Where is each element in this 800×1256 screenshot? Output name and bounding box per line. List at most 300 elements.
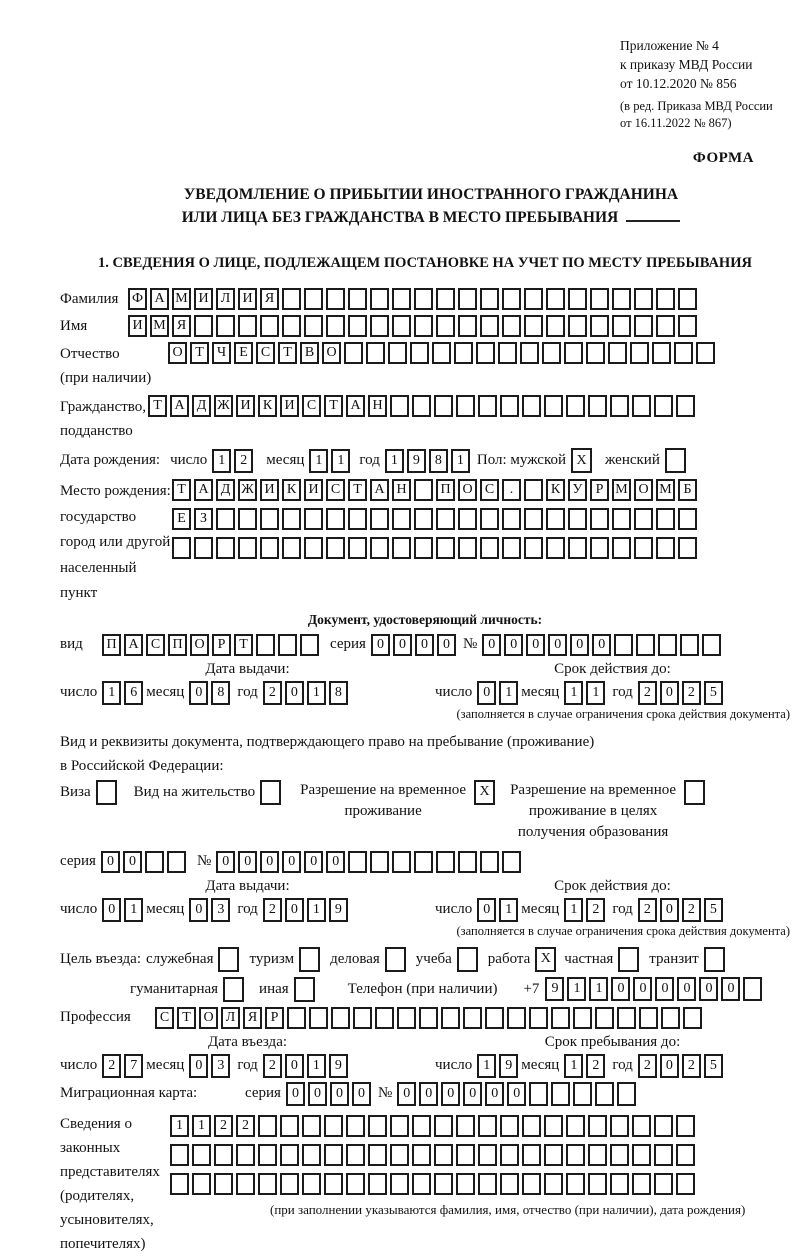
surname-label: Фамилия bbox=[60, 290, 119, 307]
char-cell bbox=[573, 1082, 592, 1106]
char-cell bbox=[676, 1115, 695, 1137]
char-cell: П bbox=[102, 634, 121, 656]
char-cell bbox=[412, 1144, 431, 1166]
entry-month bbox=[189, 1054, 233, 1078]
char-cell: 3 bbox=[211, 898, 230, 922]
char-cell: 0 bbox=[330, 1082, 349, 1106]
opt-tourism-checkbox bbox=[299, 947, 323, 972]
char-cell: О bbox=[168, 342, 187, 364]
char-cell: 2 bbox=[214, 1115, 233, 1137]
char-cell bbox=[170, 1173, 189, 1195]
char-cell bbox=[167, 851, 186, 873]
char-cell: 0 bbox=[285, 1054, 304, 1078]
char-cell: 0 bbox=[504, 634, 523, 656]
opt-business-label: служебная bbox=[145, 950, 214, 967]
char-cell bbox=[476, 342, 495, 364]
patronymic-cells bbox=[168, 342, 718, 364]
birth-place-row3-cells bbox=[172, 537, 700, 559]
char-cell bbox=[684, 780, 705, 805]
char-cell bbox=[278, 634, 297, 656]
id-doc-series-cells bbox=[371, 634, 459, 656]
char-cell bbox=[588, 1115, 607, 1137]
char-cell: Б bbox=[678, 479, 697, 501]
number-label: № bbox=[196, 853, 212, 869]
char-cell: П bbox=[436, 479, 455, 501]
char-cell bbox=[507, 1007, 526, 1029]
char-cell bbox=[674, 342, 693, 364]
appendix-line: к приказу МВД России bbox=[620, 57, 753, 72]
year-label: год bbox=[359, 452, 380, 468]
char-cell bbox=[683, 1007, 702, 1029]
char-cell bbox=[282, 288, 301, 310]
char-cell: 0 bbox=[677, 977, 696, 1001]
char-cell bbox=[573, 1007, 592, 1029]
char-cell bbox=[194, 537, 213, 559]
char-cell bbox=[458, 315, 477, 337]
char-cell: 0 bbox=[463, 1082, 482, 1106]
char-cell bbox=[414, 315, 433, 337]
birth-place-rows bbox=[172, 479, 700, 566]
char-cell bbox=[370, 288, 389, 310]
char-cell bbox=[478, 395, 497, 417]
char-cell: Т bbox=[148, 395, 167, 417]
char-cell bbox=[304, 315, 323, 337]
month-label: месяц bbox=[521, 1057, 560, 1073]
char-cell: М bbox=[172, 288, 191, 310]
visit-purpose-label: Цель въезда: bbox=[60, 950, 141, 967]
char-cell bbox=[412, 395, 431, 417]
profession-cells bbox=[155, 1007, 705, 1029]
char-cell bbox=[458, 508, 477, 530]
char-cell: 5 bbox=[704, 898, 723, 922]
opt-other-checkbox bbox=[294, 977, 318, 1002]
char-cell: С bbox=[302, 395, 321, 417]
char-cell: М bbox=[612, 479, 631, 501]
char-cell bbox=[436, 288, 455, 310]
opt-study-label: учеба bbox=[415, 950, 452, 967]
char-cell bbox=[634, 315, 653, 337]
char-cell: 0 bbox=[437, 634, 456, 656]
id-doc-valid-day bbox=[477, 681, 521, 705]
char-cell: У bbox=[568, 479, 587, 501]
char-cell: 5 bbox=[704, 681, 723, 705]
opt-study-checkbox bbox=[457, 947, 481, 972]
char-cell: 0 bbox=[660, 898, 679, 922]
char-cell: Н bbox=[368, 395, 387, 417]
day-label: число bbox=[435, 901, 473, 917]
char-cell: Д bbox=[192, 395, 211, 417]
month-label: месяц bbox=[146, 1057, 185, 1073]
char-cell bbox=[502, 508, 521, 530]
char-cell: 0 bbox=[326, 851, 345, 873]
char-cell bbox=[634, 288, 653, 310]
char-cell bbox=[456, 395, 475, 417]
char-cell: 1 bbox=[309, 449, 328, 473]
document-title bbox=[72, 183, 790, 229]
char-cell bbox=[258, 1173, 277, 1195]
char-cell: 0 bbox=[216, 851, 235, 873]
id-doc-type-cells bbox=[102, 634, 322, 656]
char-cell bbox=[302, 1144, 321, 1166]
field-profession bbox=[60, 1007, 790, 1029]
residence-issue-month bbox=[189, 898, 233, 922]
char-cell bbox=[524, 537, 543, 559]
char-cell: 2 bbox=[586, 1054, 605, 1078]
id-doc-validity-note: (заполняется в случае ограничения срока действия документа) bbox=[456, 706, 790, 721]
phone-prefix: +7 bbox=[523, 980, 540, 997]
char-cell: 0 bbox=[397, 1082, 416, 1106]
char-cell bbox=[436, 508, 455, 530]
char-cell bbox=[236, 1144, 255, 1166]
char-cell: 1 bbox=[564, 898, 583, 922]
char-cell bbox=[304, 537, 323, 559]
char-cell bbox=[551, 1082, 570, 1106]
char-cell bbox=[630, 342, 649, 364]
char-cell: С bbox=[146, 634, 165, 656]
char-cell: 0 bbox=[699, 977, 718, 1001]
char-cell bbox=[324, 1173, 343, 1195]
char-cell bbox=[500, 395, 519, 417]
char-cell: 0 bbox=[308, 1082, 327, 1106]
char-cell bbox=[652, 342, 671, 364]
char-cell bbox=[676, 1144, 695, 1166]
representatives-note: (при заполнении указываются фамилия, имя, отчество (при наличии), дата рождения) bbox=[270, 1201, 746, 1217]
char-cell bbox=[588, 1144, 607, 1166]
char-cell bbox=[432, 342, 451, 364]
char-cell bbox=[410, 342, 429, 364]
char-cell: 1 bbox=[212, 449, 231, 473]
char-cell bbox=[656, 537, 675, 559]
char-cell: 2 bbox=[586, 898, 605, 922]
char-cell bbox=[568, 508, 587, 530]
char-cell: Ч bbox=[212, 342, 231, 364]
char-cell: 9 bbox=[329, 1054, 348, 1078]
char-cell bbox=[216, 537, 235, 559]
char-cell bbox=[414, 479, 433, 501]
char-cell: И bbox=[236, 395, 255, 417]
temp-residence-edu-label: Разрешение на временное проживание в целях получения образования bbox=[510, 781, 677, 840]
char-cell: К bbox=[282, 479, 301, 501]
char-cell bbox=[216, 508, 235, 530]
char-cell: О bbox=[458, 479, 477, 501]
char-cell bbox=[414, 508, 433, 530]
appendix-block bbox=[620, 36, 800, 93]
char-cell: 0 bbox=[570, 634, 589, 656]
stay-year bbox=[638, 1054, 726, 1078]
char-cell: 2 bbox=[638, 681, 657, 705]
char-cell bbox=[238, 537, 257, 559]
char-cell bbox=[500, 1173, 519, 1195]
char-cell bbox=[256, 634, 275, 656]
char-cell bbox=[632, 1115, 651, 1137]
month-label: месяц bbox=[266, 452, 305, 468]
char-cell bbox=[302, 1115, 321, 1137]
number-label: № bbox=[377, 1085, 393, 1101]
field-migration-card bbox=[60, 1082, 790, 1106]
char-cell bbox=[390, 1144, 409, 1166]
opt-tourism-label: туризм bbox=[249, 950, 295, 967]
form-label: ФОРМА bbox=[692, 150, 754, 166]
year-label: год bbox=[612, 684, 633, 700]
char-cell: 1 bbox=[589, 977, 608, 1001]
visa-label: Виза bbox=[60, 783, 91, 800]
phone-cells bbox=[545, 977, 765, 1001]
char-cell bbox=[419, 1007, 438, 1029]
char-cell bbox=[280, 1115, 299, 1137]
char-cell bbox=[524, 315, 543, 337]
char-cell bbox=[590, 508, 609, 530]
name-cells bbox=[128, 315, 700, 337]
char-cell bbox=[568, 537, 587, 559]
char-cell: М bbox=[656, 479, 675, 501]
char-cell bbox=[346, 1173, 365, 1195]
char-cell: Т bbox=[234, 634, 253, 656]
char-cell bbox=[434, 1144, 453, 1166]
char-cell bbox=[375, 1007, 394, 1029]
char-cell bbox=[522, 1144, 541, 1166]
char-cell bbox=[542, 342, 561, 364]
char-cell: 0 bbox=[660, 1054, 679, 1078]
char-cell bbox=[618, 947, 639, 972]
char-cell bbox=[612, 537, 631, 559]
year-label: год bbox=[612, 1057, 633, 1073]
char-cell bbox=[348, 851, 367, 873]
id-doc-validity-heading: Срок действия до: bbox=[554, 660, 671, 677]
id-document-heading: Документ, удостоверяющий личность: bbox=[307, 611, 543, 627]
char-cell: В bbox=[300, 342, 319, 364]
opt-private-label: частная bbox=[564, 950, 614, 967]
char-cell: 1 bbox=[586, 681, 605, 705]
char-cell bbox=[478, 1144, 497, 1166]
char-cell: 9 bbox=[545, 977, 564, 1001]
char-cell: 1 bbox=[385, 449, 404, 473]
char-cell bbox=[678, 537, 697, 559]
char-cell bbox=[392, 508, 411, 530]
residence-validity-note: (заполняется в случае ограничения срока действия документа) bbox=[456, 923, 790, 938]
char-cell bbox=[282, 315, 301, 337]
appendix-line: от 10.12.2020 № 856 bbox=[620, 76, 737, 91]
char-cell: П bbox=[168, 634, 187, 656]
field-name bbox=[60, 315, 790, 337]
char-cell: 1 bbox=[307, 898, 326, 922]
field-surname bbox=[60, 288, 790, 310]
char-cell bbox=[612, 508, 631, 530]
char-cell: 0 bbox=[485, 1082, 504, 1106]
char-cell bbox=[434, 1115, 453, 1137]
char-cell: X bbox=[535, 947, 556, 972]
residence-valid-day bbox=[477, 898, 521, 922]
series-label: серия bbox=[330, 636, 366, 652]
char-cell bbox=[502, 537, 521, 559]
char-cell bbox=[639, 1007, 658, 1029]
char-cell bbox=[654, 1173, 673, 1195]
residence-doc-options bbox=[60, 780, 790, 843]
migration-card-label: Миграционная карта: bbox=[60, 1085, 198, 1101]
char-cell bbox=[348, 315, 367, 337]
char-cell bbox=[287, 1007, 306, 1029]
char-cell bbox=[392, 851, 411, 873]
char-cell: 0 bbox=[123, 851, 142, 873]
char-cell bbox=[485, 1007, 504, 1029]
day-label: число bbox=[435, 684, 473, 700]
entry-dates bbox=[60, 1034, 790, 1078]
char-cell: С bbox=[256, 342, 275, 364]
opt-transit-checkbox bbox=[704, 947, 728, 972]
char-cell: Р bbox=[590, 479, 609, 501]
char-cell bbox=[568, 315, 587, 337]
char-cell bbox=[661, 1007, 680, 1029]
sex-female-label: женский bbox=[605, 452, 660, 468]
char-cell bbox=[480, 537, 499, 559]
char-cell bbox=[457, 947, 478, 972]
char-cell bbox=[658, 634, 677, 656]
entry-day bbox=[102, 1054, 146, 1078]
representatives-label: Сведения о законных представителях (родителях, усыновителях, попечителях) bbox=[60, 1115, 160, 1252]
char-cell bbox=[458, 537, 477, 559]
char-cell bbox=[326, 288, 345, 310]
char-cell bbox=[478, 1173, 497, 1195]
year-label: год bbox=[237, 1057, 258, 1073]
char-cell bbox=[568, 288, 587, 310]
char-cell bbox=[522, 1173, 541, 1195]
char-cell: 0 bbox=[352, 1082, 371, 1106]
char-cell bbox=[502, 851, 521, 873]
opt-humanitarian-checkbox bbox=[223, 977, 247, 1002]
char-cell: 0 bbox=[633, 977, 652, 1001]
char-cell bbox=[551, 1007, 570, 1029]
title-line-1: УВЕДОМЛЕНИЕ О ПРИБЫТИИ ИНОСТРАННОГО ГРАЖДАНИНА bbox=[183, 186, 679, 203]
char-cell: 6 bbox=[124, 681, 143, 705]
char-cell bbox=[456, 1173, 475, 1195]
char-cell: Т bbox=[348, 479, 367, 501]
char-cell: А bbox=[194, 479, 213, 501]
char-cell: А bbox=[346, 395, 365, 417]
char-cell: С bbox=[326, 479, 345, 501]
char-cell: 2 bbox=[682, 681, 701, 705]
char-cell: 1 bbox=[564, 1054, 583, 1078]
char-cell: 0 bbox=[393, 634, 412, 656]
char-cell bbox=[348, 288, 367, 310]
char-cell bbox=[299, 947, 320, 972]
char-cell bbox=[612, 315, 631, 337]
char-cell bbox=[412, 1115, 431, 1137]
char-cell bbox=[458, 851, 477, 873]
day-label: число bbox=[170, 452, 208, 468]
char-cell: Ж bbox=[238, 479, 257, 501]
opt-work-checkbox bbox=[535, 947, 559, 972]
char-cell bbox=[368, 1144, 387, 1166]
char-cell bbox=[346, 1115, 365, 1137]
char-cell: 1 bbox=[307, 681, 326, 705]
char-cell bbox=[608, 342, 627, 364]
char-cell: 1 bbox=[499, 898, 518, 922]
entry-date-heading: Дата въезда: bbox=[207, 1033, 288, 1050]
char-cell bbox=[326, 315, 345, 337]
sex-male-checkbox bbox=[571, 448, 595, 473]
char-cell: Т bbox=[278, 342, 297, 364]
char-cell: К bbox=[258, 395, 277, 417]
char-cell: 2 bbox=[102, 1054, 121, 1078]
char-cell bbox=[390, 1173, 409, 1195]
char-cell bbox=[463, 1007, 482, 1029]
char-cell bbox=[632, 395, 651, 417]
day-label: число bbox=[60, 901, 98, 917]
char-cell bbox=[702, 634, 721, 656]
char-cell bbox=[331, 1007, 350, 1029]
char-cell bbox=[348, 537, 367, 559]
char-cell bbox=[346, 1144, 365, 1166]
char-cell: 1 bbox=[192, 1115, 211, 1137]
char-cell bbox=[370, 508, 389, 530]
sex-male-label: Пол: мужской bbox=[476, 452, 567, 468]
char-cell: А bbox=[370, 479, 389, 501]
residence-validity-heading: Срок действия до: bbox=[554, 877, 671, 894]
opt-private-checkbox bbox=[618, 947, 642, 972]
char-cell bbox=[214, 1173, 233, 1195]
char-cell: 0 bbox=[101, 851, 120, 873]
char-cell: О bbox=[322, 342, 341, 364]
visit-purpose-row1 bbox=[60, 947, 790, 972]
char-cell: Ф bbox=[128, 288, 147, 310]
revision-block bbox=[620, 98, 800, 132]
char-cell bbox=[414, 288, 433, 310]
char-cell: 7 bbox=[124, 1054, 143, 1078]
char-cell bbox=[566, 1173, 585, 1195]
char-cell bbox=[353, 1007, 372, 1029]
char-cell bbox=[280, 1173, 299, 1195]
residence-issue-day bbox=[102, 898, 146, 922]
char-cell bbox=[282, 508, 301, 530]
revision-line: от 16.11.2022 № 867) bbox=[620, 116, 732, 130]
char-cell bbox=[524, 479, 543, 501]
char-cell bbox=[324, 1115, 343, 1137]
char-cell bbox=[260, 508, 279, 530]
char-cell: М bbox=[150, 315, 169, 337]
char-cell: 9 bbox=[499, 1054, 518, 1078]
field-id-document bbox=[60, 634, 790, 656]
char-cell bbox=[654, 1144, 673, 1166]
char-cell bbox=[436, 537, 455, 559]
appendix-line: Приложение № 4 bbox=[620, 38, 719, 53]
char-cell bbox=[434, 1173, 453, 1195]
char-cell bbox=[544, 395, 563, 417]
id-doc-valid-month bbox=[564, 681, 608, 705]
char-cell bbox=[392, 315, 411, 337]
char-cell: З bbox=[194, 508, 213, 530]
char-cell: О bbox=[190, 634, 209, 656]
char-cell bbox=[480, 508, 499, 530]
stay-until-heading: Срок пребывания до: bbox=[544, 1033, 681, 1050]
char-cell: 0 bbox=[477, 681, 496, 705]
char-cell: И bbox=[304, 479, 323, 501]
char-cell: 2 bbox=[234, 449, 253, 473]
residence-doc-dates bbox=[60, 878, 790, 943]
char-cell bbox=[617, 1082, 636, 1106]
char-cell: С bbox=[480, 479, 499, 501]
char-cell: X bbox=[571, 448, 592, 473]
month-label: месяц bbox=[521, 901, 560, 917]
char-cell bbox=[238, 315, 257, 337]
char-cell: Я bbox=[260, 288, 279, 310]
char-cell bbox=[260, 780, 281, 805]
section1-heading: 1. СВЕДЕНИЯ О ЛИЦЕ, ПОДЛЕЖАЩЕМ ПОСТАНОВКЕ НА УЧЕТ ПО МЕСТУ ПРЕБЫВАНИЯ bbox=[98, 255, 752, 271]
char-cell bbox=[520, 342, 539, 364]
char-cell: 0 bbox=[260, 851, 279, 873]
char-cell bbox=[696, 342, 715, 364]
char-cell bbox=[743, 977, 762, 1001]
char-cell: Н bbox=[392, 479, 411, 501]
char-cell bbox=[678, 288, 697, 310]
